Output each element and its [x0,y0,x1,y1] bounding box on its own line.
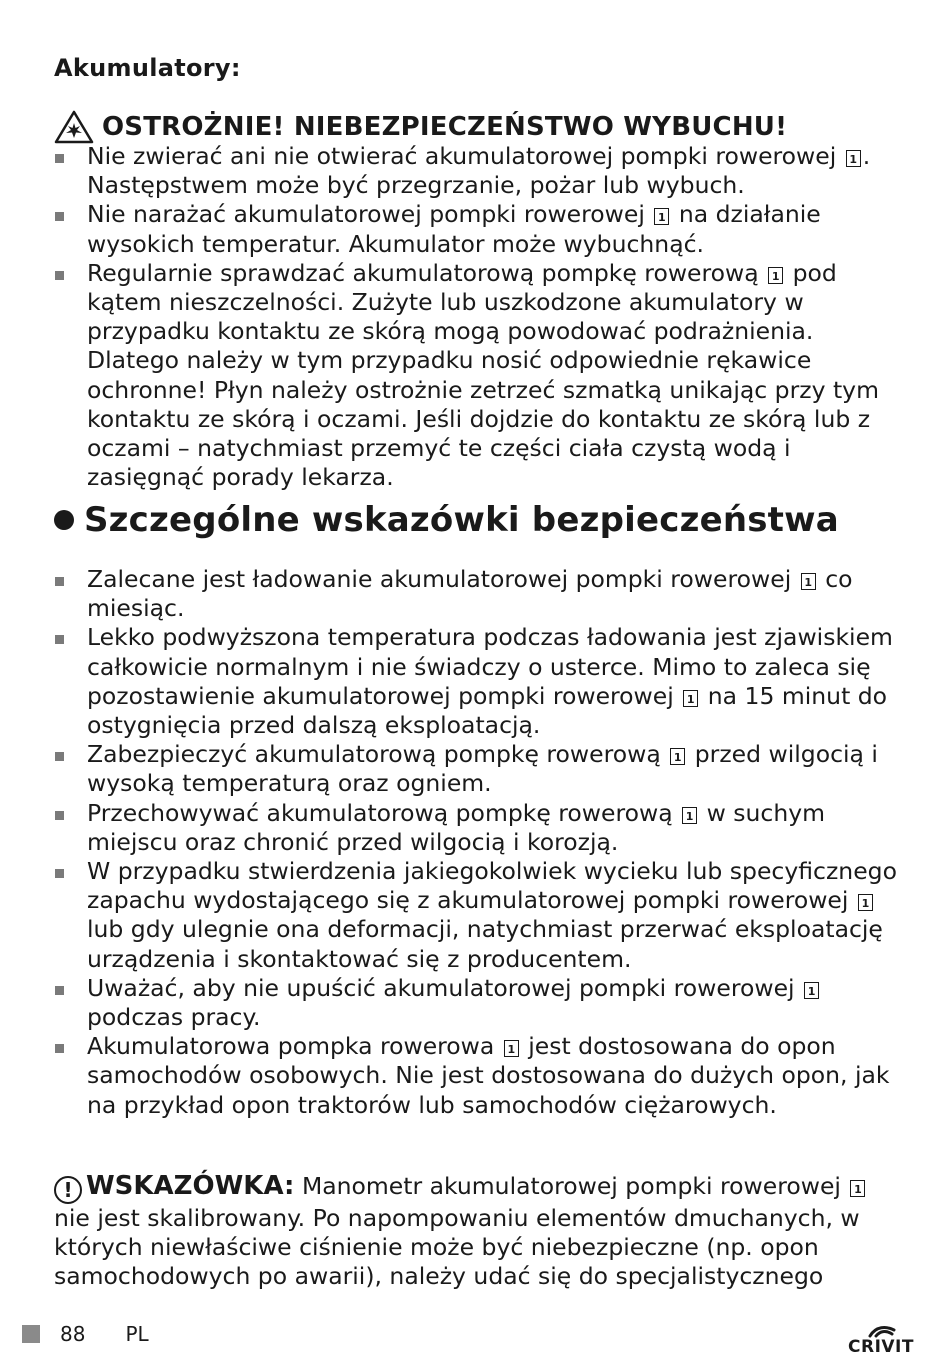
item-text-after: w suchym miejscu oraz chronić przed wilgocią i korozją. [87,798,826,856]
note-text-after: nie jest skalibrowany. Po napompowaniu elementów dmuchanych, w których niewłaściwe ciśnienie może być niebezpieczne (np. opon samochodowych po awarii), należy udać się do specjalistycznego [54,1204,860,1291]
list-item [54,974,904,1032]
item-text-after: lub gdy ulegnie ona deformacji, natychmiast przerwać eksploatację urządzenia i skontaktować się z producentem. [87,915,883,973]
brand-logo [846,1324,916,1360]
item-text-after: podczas pracy. [87,1003,261,1032]
part-reference: 1 [804,982,819,999]
batteries-heading: Akumulatory: [54,54,241,82]
item-text-after: pod kątem nieszczelności. Zużyte lub uszkodzone akumulatory w przypadku kontaktu ze skórą mogą powodować podrażnienia. Dlatego należy w tym przypadku nosić odpowiednie rękawice ochronne! Płyn należy ostrożnie zetrzeć szmatką unikając przy tym kontaktu ze skórą i oczami. Jeśli dojdzie do kontaktu ze skórą lub z oczami – natychmiast przemyć te części ciała czystą wodą i zasięgnąć porady lekarza. [87,258,879,492]
square-bullet-icon [55,752,64,761]
part-reference: 1 [801,573,816,590]
square-bullet-icon [55,869,64,878]
square-bullet-icon [55,1044,64,1053]
part-reference: 1 [683,690,698,707]
square-bullet-icon [55,271,64,280]
note-label: WSKAZÓWKA: [86,1171,295,1201]
part-reference: 1 [846,150,861,167]
explosion-warning-icon [54,110,94,144]
note-block [54,1172,894,1292]
part-reference: 1 [858,894,873,911]
list-item [54,200,904,258]
part-reference: 1 [654,208,669,225]
explosion-warning-heading [54,110,787,144]
item-text-before: Zabezpieczyć akumulatorową pompkę rowerową [87,740,661,769]
list-item [54,259,904,493]
item-text-before: Przechowywać akumulatorową pompkę rowerową [87,798,673,827]
list-item [54,565,904,623]
note-text-before: Manometr akumulatorowej pompki rowerowej [301,1172,841,1200]
square-bullet-icon [55,154,64,163]
item-text-before: Nie narażać akumulatorowej pompki rowerowej [87,200,645,229]
item-text-before: Akumulatorowa pompka rowerowa [87,1032,495,1061]
list-item [54,740,904,798]
square-bullet-icon [55,577,64,586]
item-text-after: przed wilgocią i wysoką temperaturą oraz ogniem. [87,740,878,798]
part-reference: 1 [504,1040,519,1057]
safety-list [54,565,904,1120]
item-text-before: Lekko podwyższona temperatura podczas ładowania jest zjawiskiem całkowicie normalnym i nie świadczy o usterce. Mimo to zaleca się pozostawienie akumulatorowej pompki rowerowej [87,623,893,710]
item-text-before: Regularnie sprawdzać akumulatorową pompkę rowerową [87,258,759,287]
warning-list [54,142,904,492]
part-reference: 1 [850,1180,865,1197]
square-bullet-icon [55,212,64,221]
item-text-after: co miesiąc. [87,565,853,623]
runner-icon [864,1324,898,1338]
list-item [54,623,904,740]
section-title: Szczególne wskazówki bezpieczeństwa [84,500,839,540]
list-item [54,857,904,974]
list-item [54,1032,904,1120]
item-text-before: Zalecane jest ładowanie akumulatorowej pompki rowerowej [87,565,792,593]
section-heading [54,500,839,540]
item-text-before: Uważać, aby nie upuścić akumulatorowej pompki rowerowej [87,973,795,1002]
item-text-after: . Następstwem może być przegrzanie, pożar lub wybuch. [87,142,871,200]
round-bullet-icon [54,510,74,530]
part-reference: 1 [768,267,783,284]
item-text-before: Nie zwierać ani nie otwierać akumulatorowej pompki rowerowej [87,142,837,170]
warning-title: OSTROŻNIE! NIEBEZPIECZEŃSTWO WYBUCHU! [102,112,788,142]
square-bullet-icon [55,635,64,644]
item-text-after: na 15 minut do ostygnięcia przed dalszą eksploatacją. [87,681,888,740]
item-text-after: na działanie wysokich temperatur. Akumulator może wybuchnąć. [87,200,821,258]
exclamation-circle-icon: ! [54,1176,82,1204]
item-text-after: jest dostosowana do opon samochodów osobowych. Nie jest dostosowana do dużych opon, jak na przykład opon traktorów lub samochodów ciężarowych. [87,1032,890,1119]
part-reference: 1 [682,807,697,824]
brand-wordmark: CRIVIT [848,1337,914,1357]
page-footer [22,1322,149,1346]
square-bullet-icon [55,986,64,995]
footer-square-icon [22,1325,40,1343]
item-text-before: W przypadku stwierdzenia jakiegokolwiek wycieku lub specyficznego zapachu wydostającego się z akumulatorowej pompki rowerowej [87,857,897,915]
language-code: PL [125,1322,149,1346]
page-number: 88 [60,1322,86,1346]
square-bullet-icon [55,811,64,820]
part-reference: 1 [670,748,685,765]
list-item [54,142,904,200]
list-item [54,799,904,857]
